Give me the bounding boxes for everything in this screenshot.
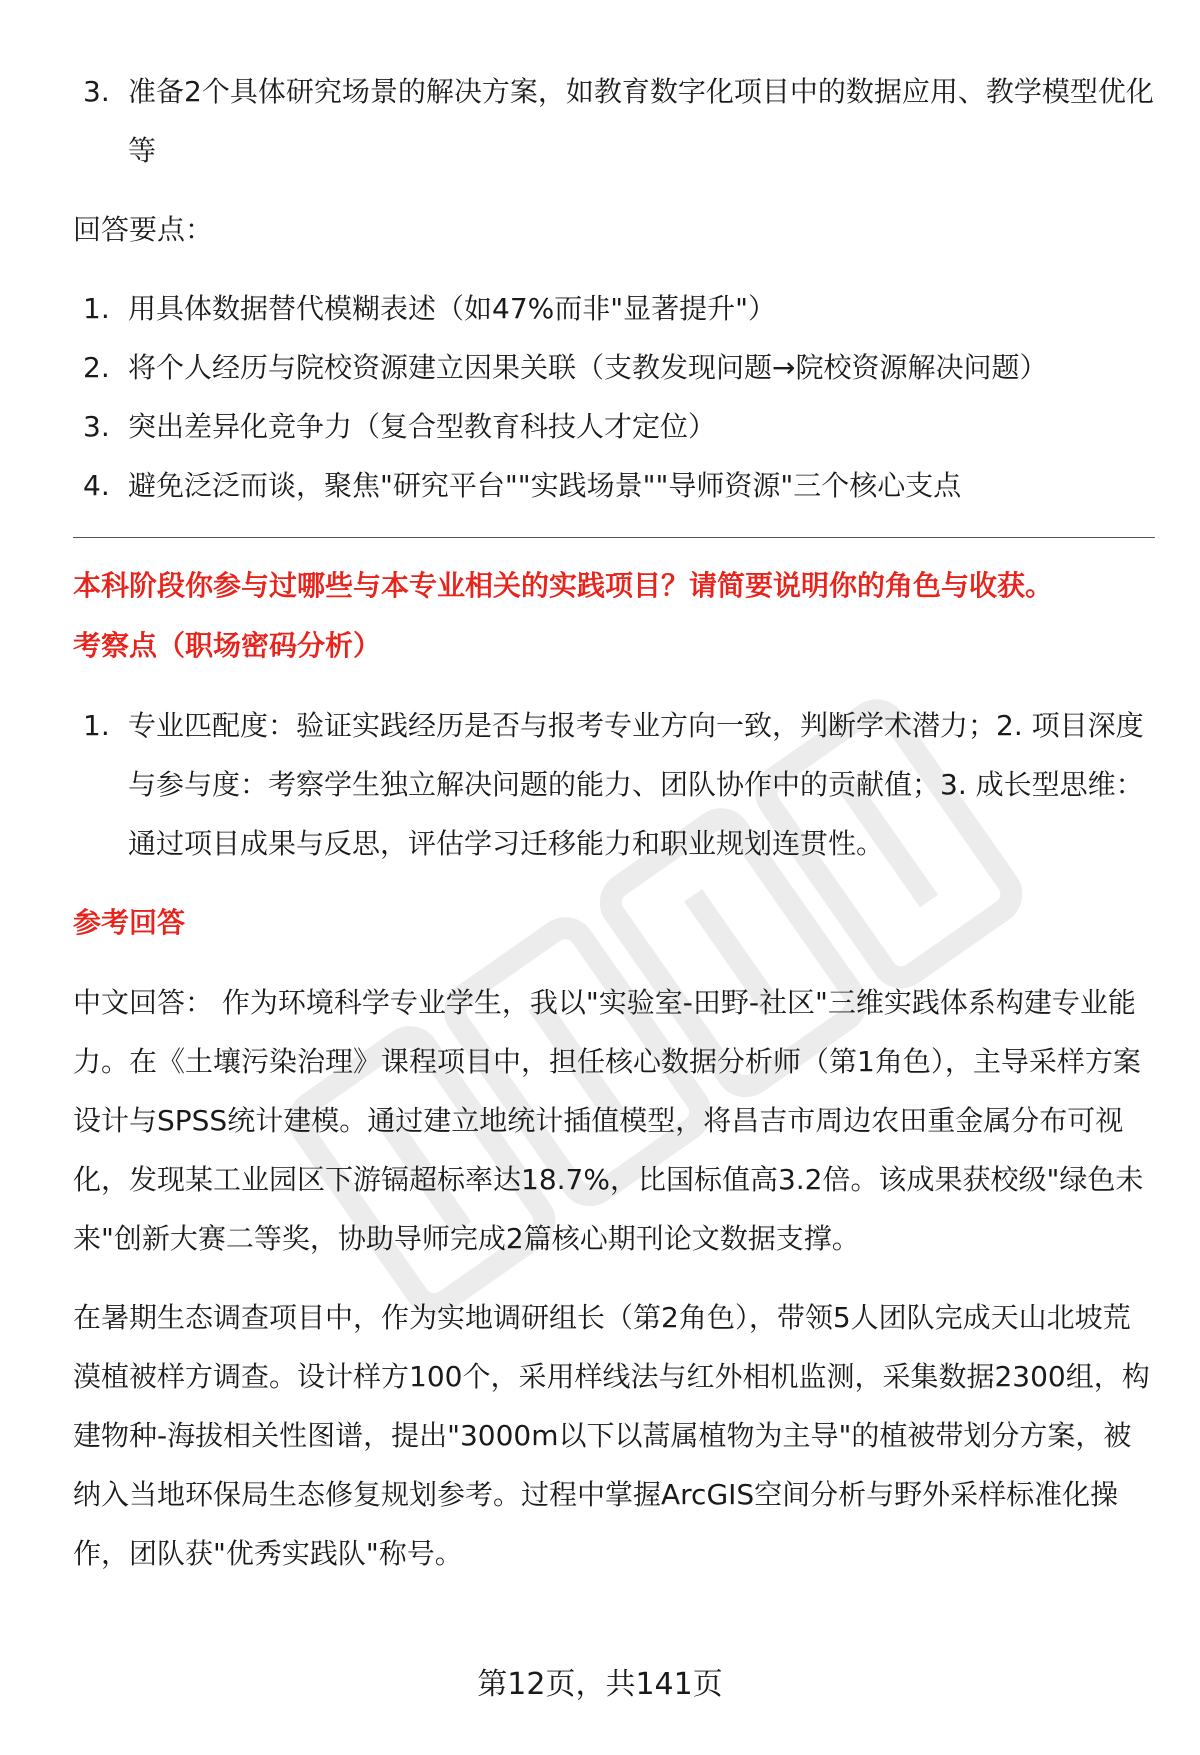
points-list — [73, 279, 1155, 515]
list-item — [73, 279, 1155, 338]
list-item — [73, 338, 1155, 397]
exam-points-list — [73, 696, 1155, 873]
list-item — [73, 696, 1155, 873]
list-text: 将个人经历与院校资源建立因果关联（支教发现问题→院校资源解决问题） — [128, 351, 1048, 384]
list-item — [73, 62, 1155, 180]
list-number: 1. — [83, 292, 110, 325]
list-number: 4. — [83, 469, 110, 502]
list-text: 准备2个具体研究场景的解决方案，如教育数字化项目中的数据应用、教学模型优化等 — [128, 75, 1154, 167]
page-footer: 第12页，共141页 — [477, 1667, 723, 1702]
list-text: 避免泛泛而谈，聚焦"研究平台""实践场景""导师资源"三个核心支点 — [128, 469, 962, 502]
section-divider — [73, 537, 1155, 538]
answer-heading: 参考回答 — [73, 906, 186, 939]
top-list — [73, 62, 1155, 180]
list-text: 突出差异化竞争力（复合型教育科技人才定位） — [128, 410, 717, 443]
list-text: 专业匹配度：验证实践经历是否与报考专业方向一致，判断学术潜力；2. 项目深度与参与度：考察学生独立解决问题的能力、团队协作中的贡献值；3. 成长型思维：通过项目成果与反思，评估学习迁移能力和职业规划连贯性。 — [128, 709, 1144, 860]
list-item — [73, 456, 1155, 515]
answer-paragraph: 在暑期生态调查项目中，作为实地调研组长（第2角色），带领5人团队完成天山北坡荒漠植被样方调查。设计样方100个，采用样线法与红外相机监测，采集数据2300组，构建物种-海拔相关性图谱，提出"3000m以下以蒿属植物为主导"的植被带划分方案，被纳入当地环保局生态修复规划参考。过程中掌握ArcGIS空间分析与野外采样标准化操作，团队获"优秀实践队"称号。 — [73, 1301, 1150, 1570]
answer-paragraph: 中文回答： 作为环境科学专业学生，我以"实验室-田野-社区"三维实践体系构建专业能力。在《土壤污染治理》课程项目中，担任核心数据分析师（第1角色），主导采样方案设计与SPSS统计建模。通过建立地统计插值模型，将昌吉市周边农田重金属分布可视化，发现某工业园区下游镉超标率达18.7%，比国标值高3.2倍。该成果获校级"绿色未来"创新大赛二等奖，协助导师完成2篇核心期刊论文数据支撑。 — [73, 986, 1144, 1255]
list-text: 用具体数据替代模糊表述（如47%而非"显著提升"） — [128, 292, 776, 325]
document-body — [73, 62, 1155, 1583]
exam-heading: 考察点（职场密码分析） — [73, 629, 382, 662]
points-heading: 回答要点： — [73, 213, 214, 246]
list-item — [73, 397, 1155, 456]
list-number: 1. — [83, 709, 110, 742]
question-title: 本科阶段你参与过哪些与本专业相关的实践项目？请简要说明你的角色与收获。 — [73, 569, 1054, 602]
list-number: 2. — [83, 351, 110, 384]
list-number: 3. — [83, 75, 110, 108]
list-number: 3. — [83, 410, 110, 443]
